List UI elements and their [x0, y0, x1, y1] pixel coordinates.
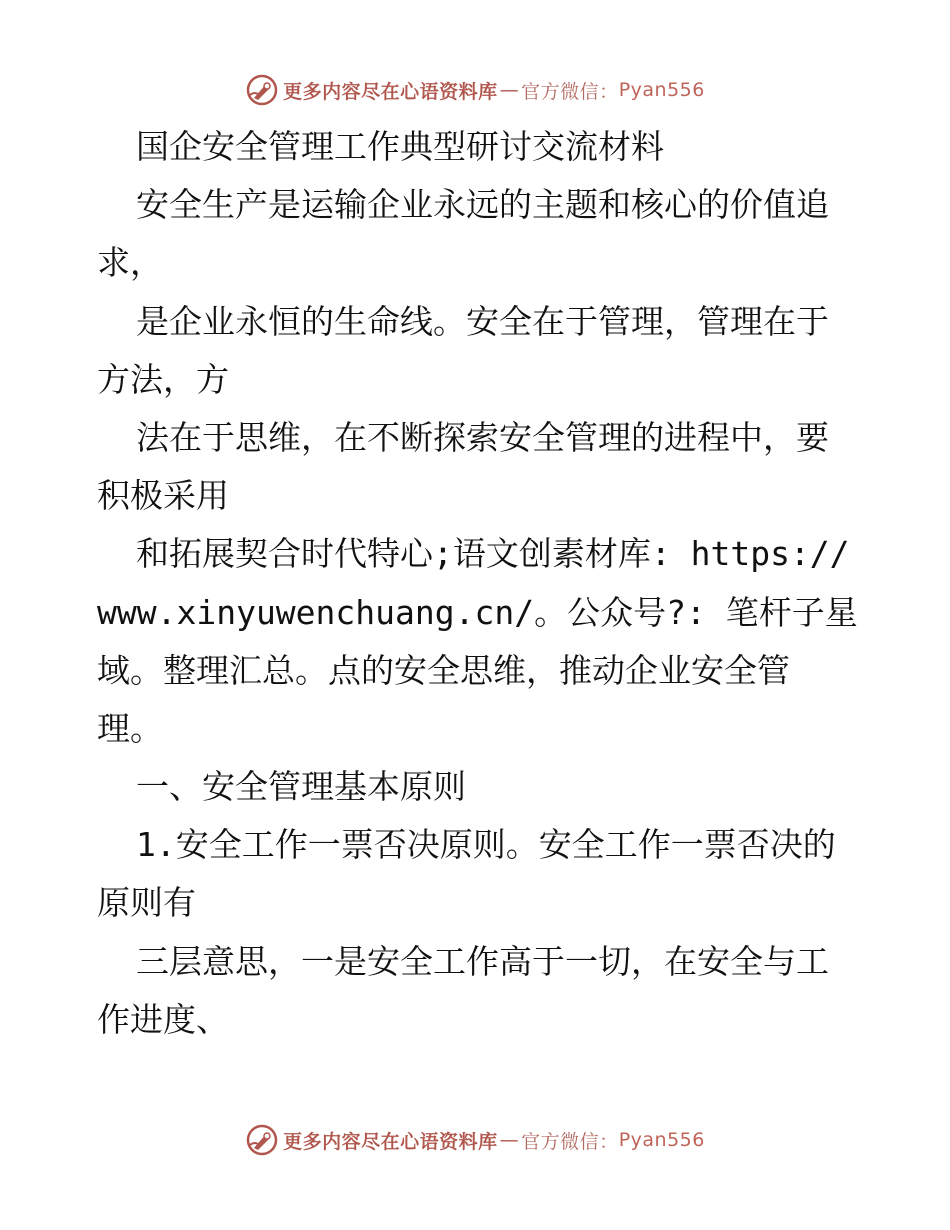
watermark-brand: 更多内容尽在心语资料库 [283, 1130, 498, 1153]
footer-watermark [0, 1120, 950, 1160]
paragraph-line: 方法，方 [97, 359, 229, 399]
watermark-dash: — [499, 79, 520, 101]
header-watermark [0, 70, 950, 110]
section-heading: 一、安全管理基本原则 [136, 767, 466, 807]
paragraph-line: www.xinyuwenchuang.cn/。公众号?: 笔杆子星 [97, 592, 858, 632]
pen-nib-logo-icon [245, 1123, 279, 1157]
paragraph-line: 法在于思维，在不断探索安全管理的进程中，要 [136, 417, 829, 457]
watermark-wechat-id: Pyan556 [618, 1129, 705, 1151]
paragraph-line: 安全生产是运输企业永远的主题和核心的价值追 [136, 185, 829, 225]
paragraph-line: 和拓展契合时代特心;语文创素材库: https:// [136, 534, 850, 574]
paragraph-line: 是企业永恒的生命线。安全在于管理，管理在于 [136, 301, 829, 341]
document-title: 国企安全管理工作典型研讨交流材料 [136, 127, 664, 166]
paragraph-line: 求， [97, 243, 163, 283]
document-body [97, 118, 857, 1049]
watermark-wechat-id: Pyan556 [618, 79, 705, 101]
watermark-wechat-label: 官方微信： [521, 1130, 619, 1153]
paragraph-line: 三层意思，一是安全工作高于一切，在安全与工 [136, 941, 829, 981]
pen-nib-logo-icon [245, 73, 279, 107]
paragraph-line: 1.安全工作一票否决原则。安全工作一票否决的 [136, 825, 836, 865]
paragraph-line: 原则有 [97, 883, 196, 923]
watermark-dash: — [499, 1129, 520, 1151]
paragraph-line: 作进度、 [97, 999, 229, 1039]
paragraph-line: 积极采用 [97, 476, 229, 516]
paragraph-line: 域。整理汇总。点的安全思维，推动企业安全管 [97, 650, 790, 690]
watermark-brand: 更多内容尽在心语资料库 [283, 80, 498, 103]
paragraph-line: 理。 [97, 708, 163, 748]
watermark-wechat-label: 官方微信： [521, 80, 619, 103]
